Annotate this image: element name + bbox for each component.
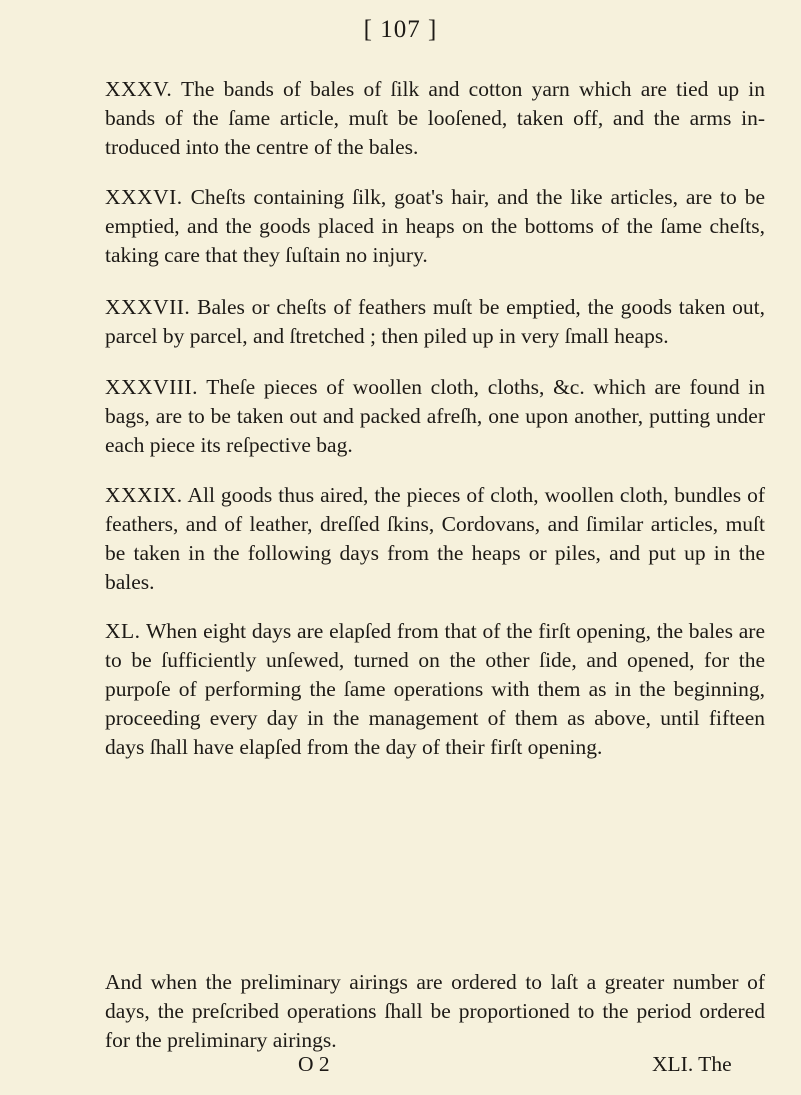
paragraph-text: Theſe pieces of woollen cloth, cloths, &c. which are found in bags, are to be taken out and packed afreſh, one upon another, putting under each piece its reſpective bag. [105, 375, 765, 457]
paragraph-text: When eight days are elapſed from that of the firſt opening, the bales are to be ſufficiently unſewed, turned on the other ſide, and opened, for the purpoſe of performing the ſame operations with them as in the beginning, proceeding every day in the management of them as above, until fifteen days ſhall have elapſed from the day of their firſt opening. [105, 619, 765, 759]
paragraph-xxxvii [105, 293, 765, 351]
paragraph-number: XXXVII. [105, 295, 191, 319]
paragraph-text: Cheſts containing ſilk, goat's hair, and the like articles, are to be emptied, and the goods placed in heaps on the bottoms of the ſame cheſts, taking care that they ſuſtain no injury. [105, 185, 765, 267]
paragraph-text: The bands of bales of ſilk and cotton yarn which are tied up in bands of the ſame article, muſt be looſened, taken off, and the arms introduced into the centre of the bales. [105, 77, 765, 159]
paragraph-xxxix [105, 481, 765, 597]
paragraph-preliminary-airings [105, 968, 765, 1055]
paragraph-xl [105, 617, 765, 762]
paragraph-number: XXXIX. [105, 483, 183, 507]
paragraph-xxxvi [105, 183, 765, 270]
paragraph-number: XXXV. [105, 77, 173, 101]
paragraph-number: XXXVIII. [105, 375, 198, 399]
paragraph-text: All goods thus aired, the pieces of cloth, woollen cloth, bundles of feathers, and of leather, dreſſed ſkins, Cordovans, and ſimilar articles, muſt be taken in the following days from the heaps or piles, and put up in the bales. [105, 483, 765, 594]
paragraph-text: And when the preliminary airings are ordered to laſt a greater number of days, the preſcribed operations ſhall be proportioned to the period ordered for the preliminary airings. [105, 970, 765, 1052]
paragraph-xxxviii [105, 373, 765, 460]
paragraph-xxxv [105, 75, 765, 162]
paragraph-number: XL. [105, 619, 141, 643]
paragraph-text: Bales or cheſts of feathers muſt be emptied, the goods taken out, parcel by parcel, and ſtretched ; then piled up in very ſmall heaps. [105, 295, 766, 348]
signature-mark: O 2 [298, 1052, 330, 1076]
paragraph-number: XXXVI. [105, 185, 183, 209]
page-number: [ 107 ] [363, 16, 438, 43]
catchword: XLI. The [652, 1052, 732, 1076]
